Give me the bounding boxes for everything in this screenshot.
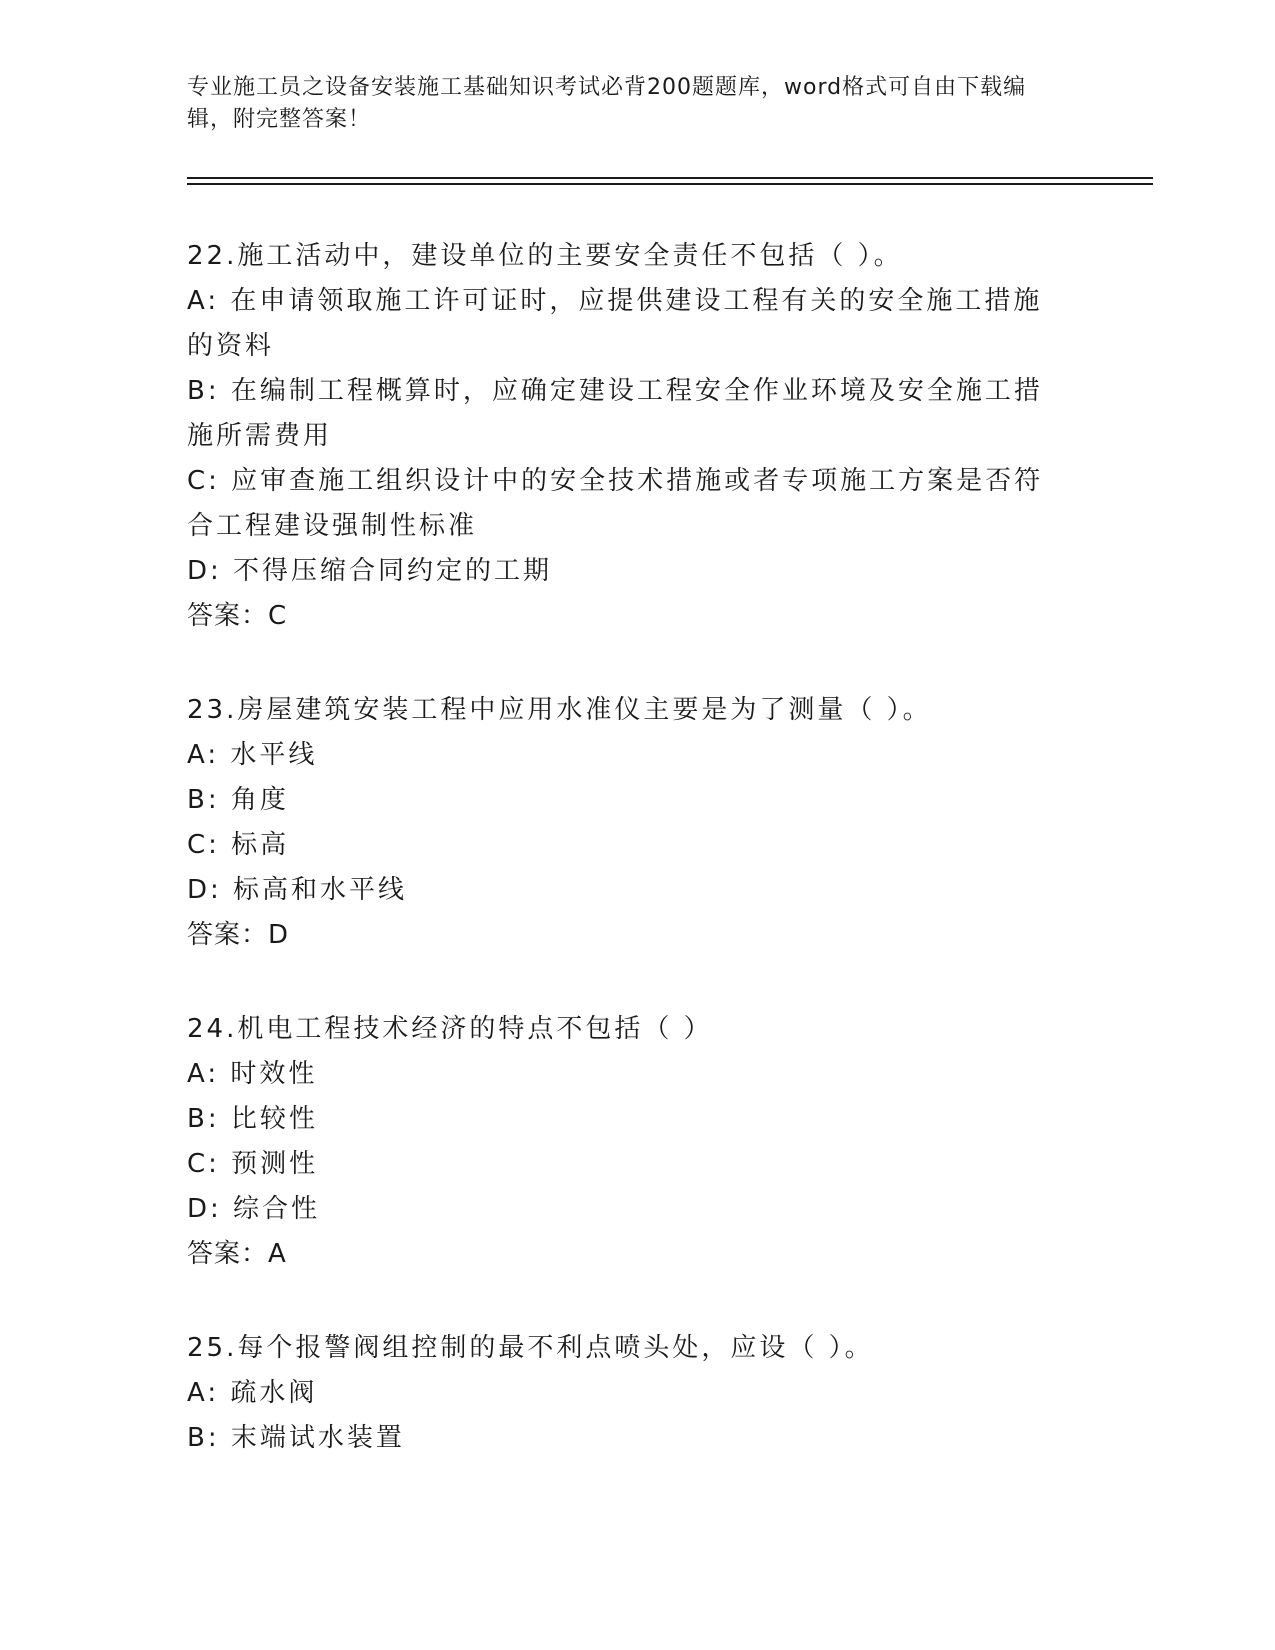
- header-divider-bottom: [187, 183, 1153, 185]
- header-divider-top: [187, 177, 1153, 179]
- question-option-a: A: 时效性: [187, 1059, 318, 1089]
- question-block-22: [187, 234, 1067, 639]
- question-option-b: B: 末端试水装置: [187, 1423, 405, 1453]
- question-option-b: B: 在编制工程概算时，应确定建设工程安全作业环境及安全施工措施所需费用: [187, 376, 1043, 451]
- question-option-a: A: 疏水阀: [187, 1378, 318, 1408]
- question-block-24: [187, 1007, 1067, 1277]
- question-option-a: A: 在申请领取施工许可证时，应提供建设工程有关的安全施工措施的资料: [187, 286, 1043, 361]
- question-answer: 答案：C: [187, 601, 288, 631]
- question-answer: 答案：D: [187, 920, 290, 950]
- document-header-title: 专业施工员之设备安装施工基础知识考试必背200题题库，word格式可自由下载编辑，附完整答案！: [187, 75, 1027, 132]
- question-answer: 答案：A: [187, 1239, 287, 1269]
- question-stem: 22.施工活动中，建设单位的主要安全责任不包括（ ）。: [187, 241, 903, 271]
- question-option-c: C: 预测性: [187, 1149, 319, 1179]
- question-stem: 23.房屋建筑安装工程中应用水准仪主要是为了测量（ ）。: [187, 695, 932, 725]
- question-option-a: A: 水平线: [187, 740, 318, 770]
- question-block-25: [187, 1326, 1067, 1461]
- question-option-b: B: 比较性: [187, 1104, 318, 1134]
- question-option-b: B: 角度: [187, 785, 289, 815]
- question-option-d: D: 不得压缩合同约定的工期: [187, 556, 553, 586]
- question-stem: 24.机电工程技术经济的特点不包括（ ）: [187, 1014, 713, 1044]
- question-stem: 25.每个报警阀组控制的最不利点喷头处，应设（ ）。: [187, 1333, 874, 1363]
- question-option-c: C: 标高: [187, 830, 290, 860]
- question-option-c: C: 应审查施工组织设计中的安全技术措施或者专项施工方案是否符合工程建设强制性标准: [187, 466, 1044, 541]
- question-option-d: D: 综合性: [187, 1194, 321, 1224]
- question-option-d: D: 标高和水平线: [187, 875, 408, 905]
- question-block-23: [187, 688, 1067, 958]
